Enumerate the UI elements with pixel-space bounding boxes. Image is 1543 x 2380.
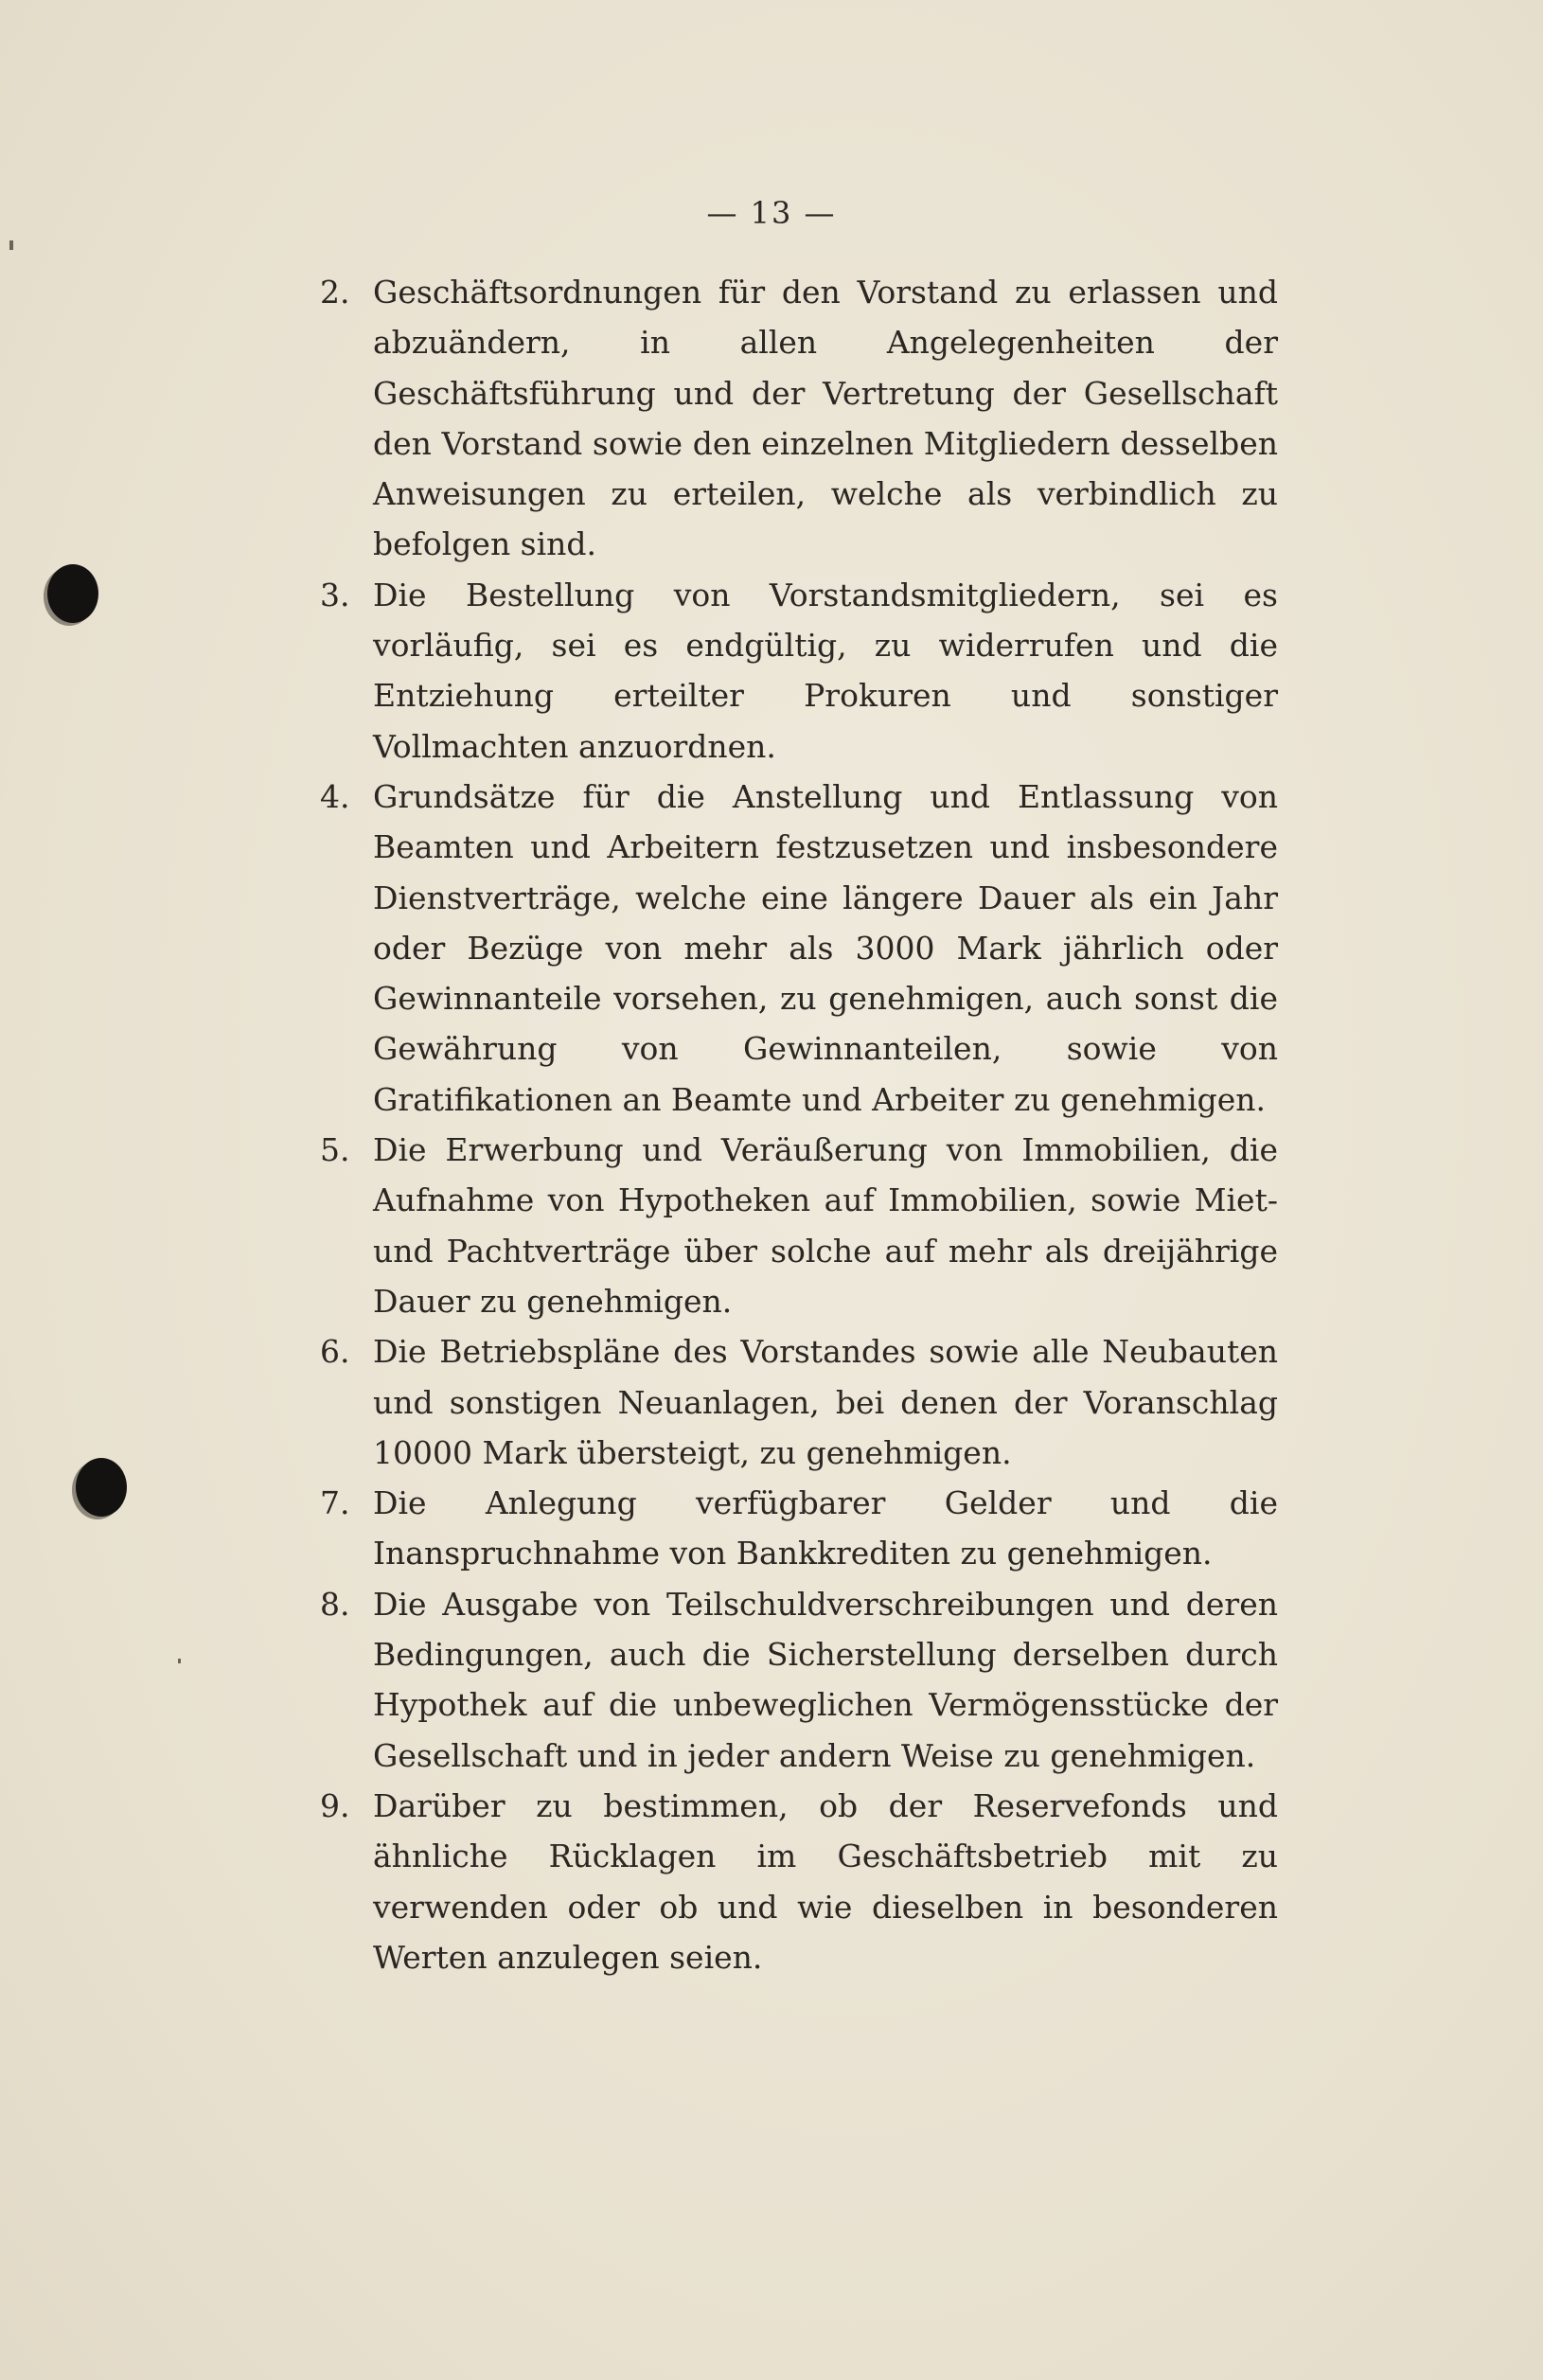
page-number: — 13 —: [706, 195, 837, 231]
item-number: 3.: [320, 576, 350, 613]
item-text: Die Erwerbung und Veräußerung von Immobilien, die Aufnahme von Hypotheken auf Immobilien, sowie Miet- und Pachtverträge über solche auf mehr als dreijährige Dauer zu genehmigen.: [373, 1131, 1278, 1320]
list-item: [320, 1125, 1278, 1326]
item-text: Die Anlegung verfügbarer Gelder und die Inanspruchnahme von Bankkrediten zu genehmigen.: [373, 1484, 1278, 1572]
punch-hole: [76, 1458, 127, 1517]
item-text: Geschäftsordnungen für den Vorstand zu erlassen und abzuändern, in allen Angelegenheiten der Geschäftsführung und der Vertretung der Gesellschaft den Vorstand sowie den einzelnen Mitgliedern desselben Anweisungen zu erteilen, welche als verbindlich zu befolgen sind.: [373, 274, 1278, 563]
item-text: Grundsätze für die Anstellung und Entlassung von Beamten und Arbeitern festzusetzen und insbesondere Dienstverträge, welche eine längere Dauer als ein Jahr oder Bezüge von mehr als 3000 Mark jährlich oder Gewinnanteile vorsehen, zu genehmigen, auch sonst die Gewährung von Gewinnanteilen, sowie von Gratifikationen an Beamte und Arbeiter zu genehmigen.: [373, 777, 1278, 1118]
item-text: Die Ausgabe von Teilschuldverschreibungen und deren Bedingungen, auch die Sicherstellung derselben durch Hypothek auf die unbeweglichen Vermögensstücke der Gesellschaft und in jeder andern Weise zu genehmigen.: [373, 1585, 1278, 1774]
item-number: 6.: [320, 1333, 350, 1371]
paper-speck: [178, 1659, 181, 1663]
list-item: [320, 772, 1278, 1125]
item-text: Die Bestellung von Vorstandsmitgliedern, sei es vorläufig, sei es endgültig, zu widerrufen und die Entziehung erteilter Prokuren und sonstiger Vollmachten anzuordnen.: [373, 576, 1278, 765]
item-number: 5.: [320, 1131, 350, 1169]
item-number: 9.: [320, 1786, 350, 1824]
numbered-list: [320, 267, 1278, 1982]
list-item: [320, 267, 1278, 570]
item-number: 2.: [320, 274, 350, 311]
item-text: Darüber zu bestimmen, ob der Reservefonds und ähnliche Rücklagen im Geschäftsbetrieb mit zu verwenden oder ob und wie dieselben in besonderen Werten anzulegen seien.: [373, 1786, 1278, 1976]
punch-hole: [47, 564, 98, 623]
list-item: [320, 1781, 1278, 1982]
paper-speck: [9, 240, 13, 250]
list-item: [320, 1579, 1278, 1781]
list-item: [320, 1478, 1278, 1579]
item-number: 4.: [320, 777, 350, 815]
item-text: Die Betriebspläne des Vorstandes sowie alle Neubauten und sonstigen Neuanlagen, bei denen der Voranschlag 10000 Mark übersteigt, zu genehmigen.: [373, 1333, 1278, 1471]
list-item: [320, 570, 1278, 772]
item-number: 7.: [320, 1484, 350, 1522]
item-number: 8.: [320, 1585, 350, 1623]
list-item: [320, 1326, 1278, 1478]
